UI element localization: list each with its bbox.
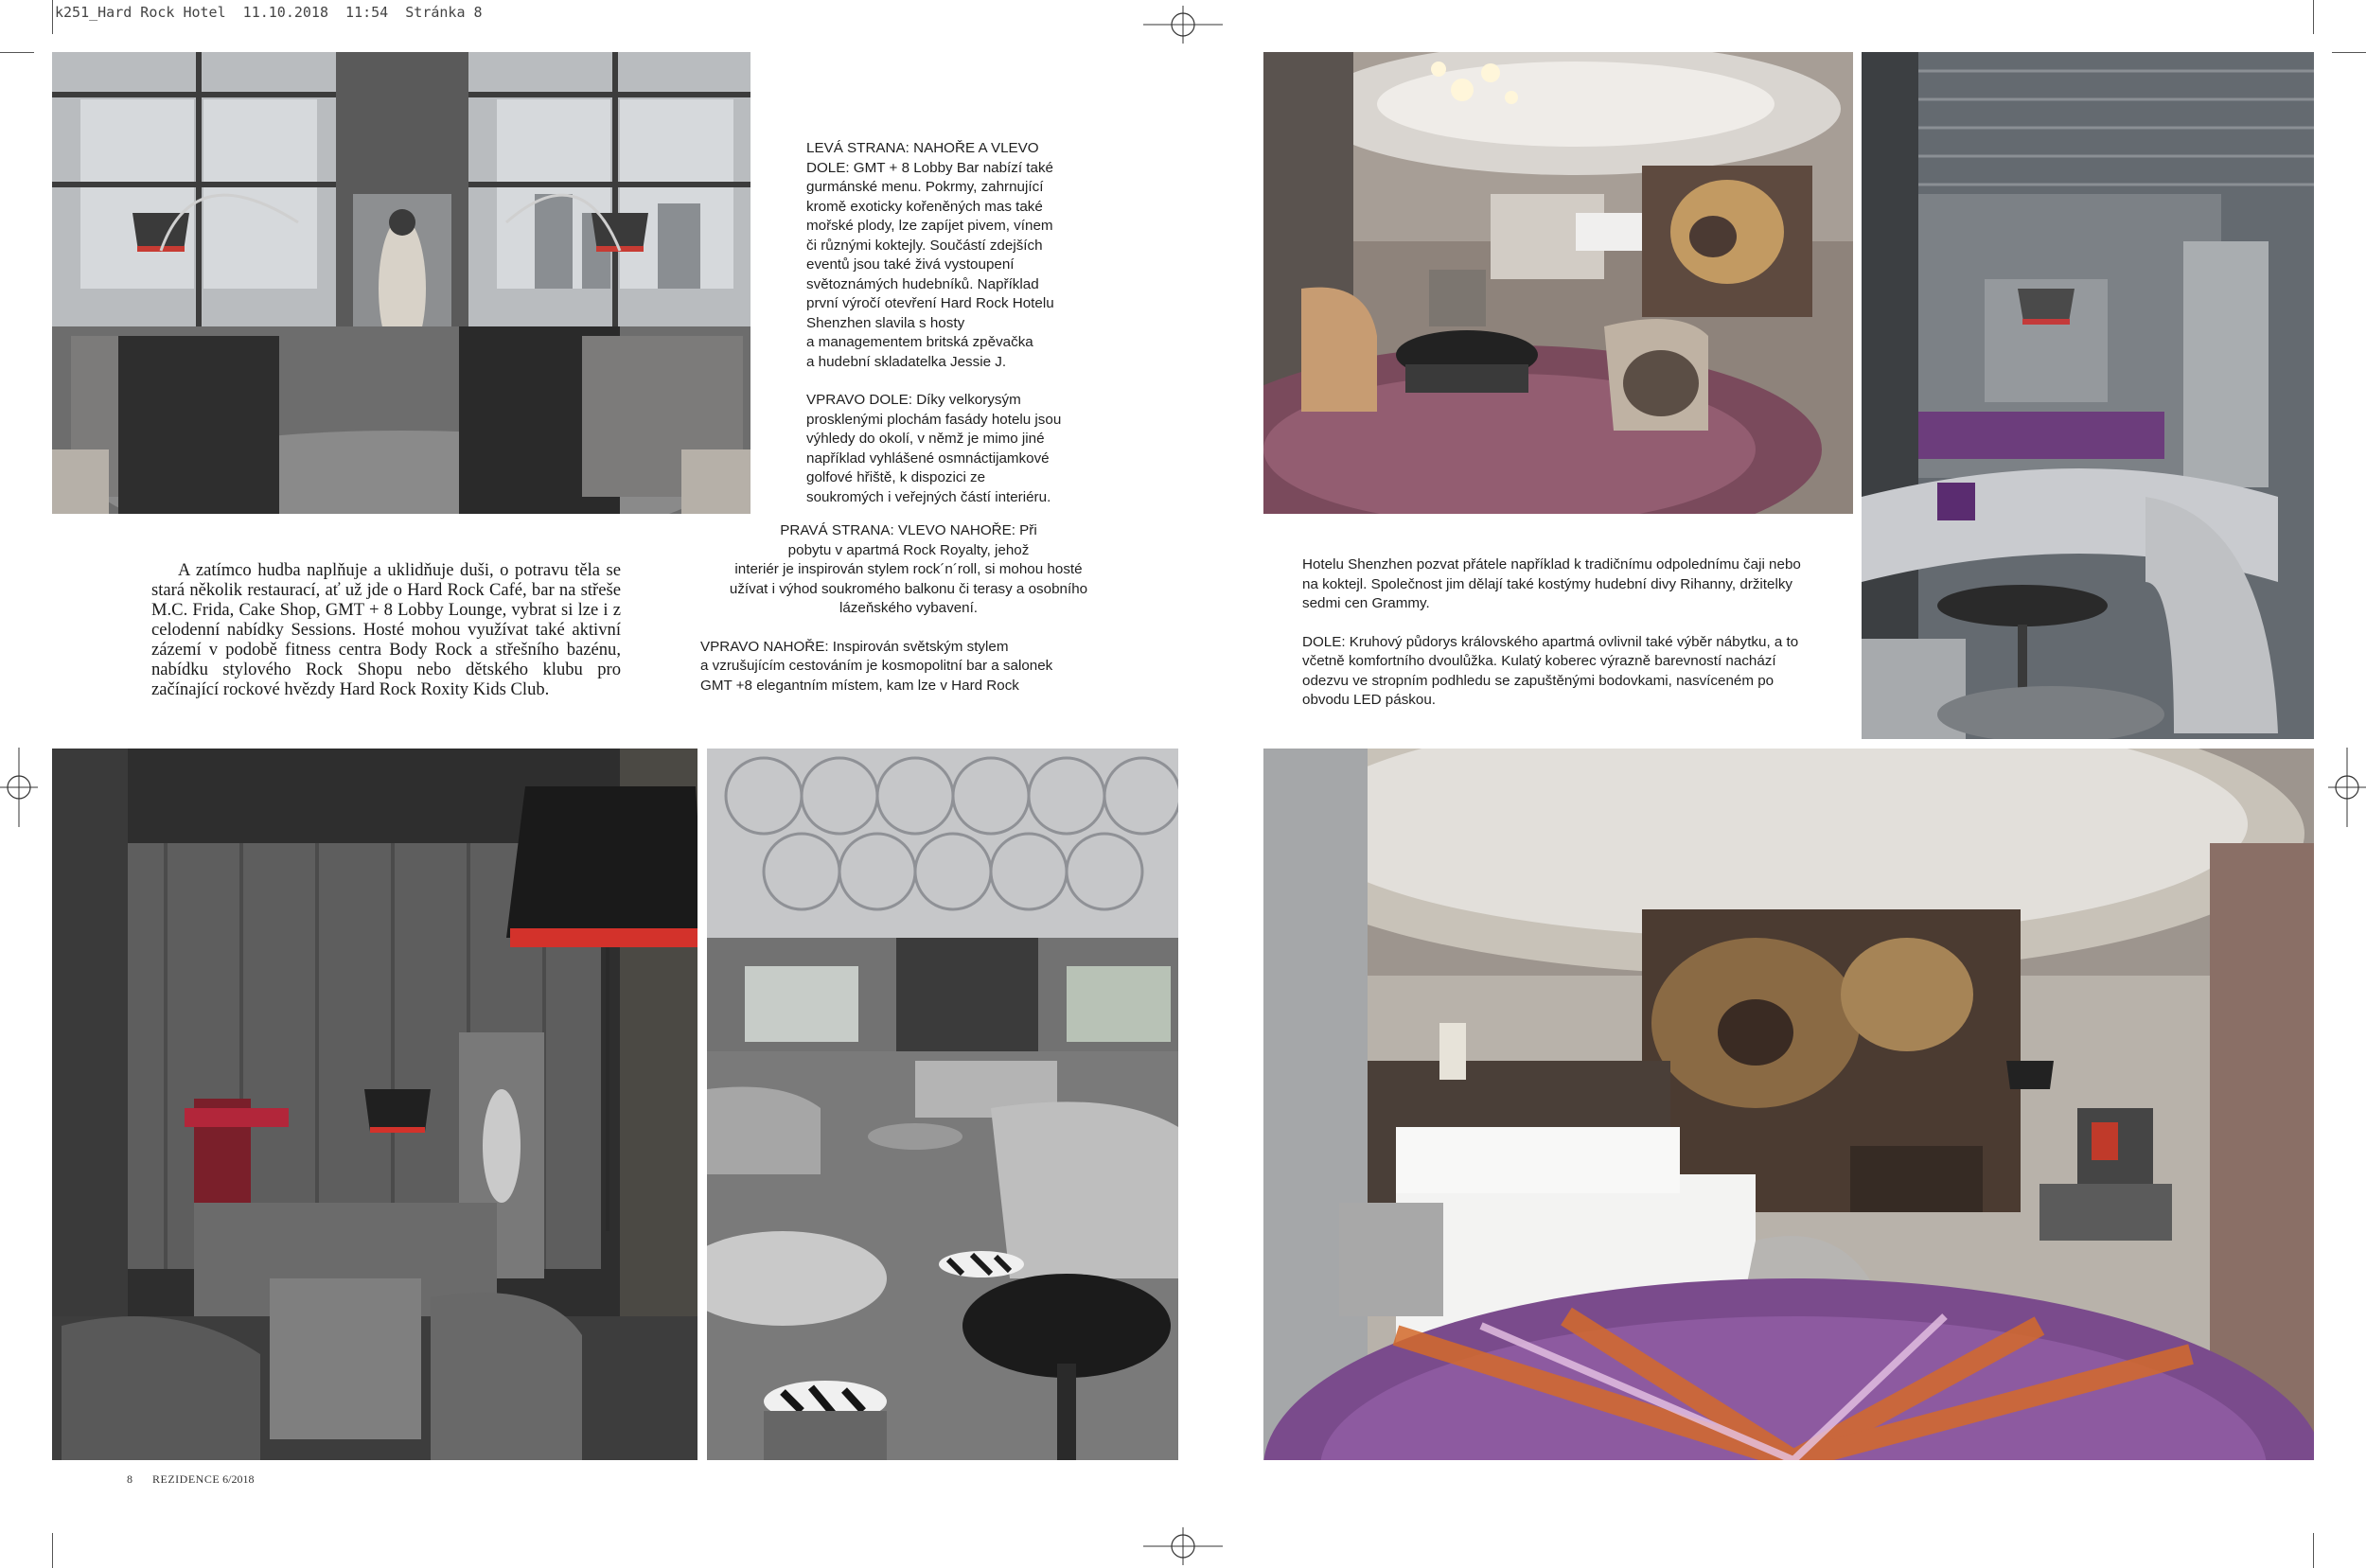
- registration-mark-bottom: [1143, 1527, 1223, 1565]
- body-paragraph: A zatímco hudba naplňuje a uklidňuje duši, o potravu těla se stará několik restaurací, ať už jde o Hard Rock Café, bar na střeše M.C. Frida, Cake Shop, GMT + 8 Lobby Lounge, vybrat si lze i z celodenní nabídky Sessions. Hosté mohou využívat také aktivní zázemí v podobě fitness centra Body Rock a střešního bazénu, nabídku stylového Rock Shopu nebo dětského klubu pro začínající rockové hvězdy Hard Rock Roxity Kids Club.: [151, 560, 621, 699]
- lobby-bar-photo: [52, 52, 750, 514]
- crop-mark: [2313, 0, 2314, 34]
- magazine-name: REZIDENCE: [152, 1472, 221, 1486]
- crop-mark: [2313, 1533, 2314, 1568]
- lounge-banquette-photo: [1862, 52, 2314, 739]
- print-slug-line: k251_Hard Rock Hotel 11.10.2018 11:54 Stránka 8: [55, 4, 483, 21]
- rock-royalty-suite-living-photo: [1263, 52, 1853, 514]
- crop-mark: [52, 1533, 53, 1568]
- bar-lamp-photo: [52, 749, 697, 1460]
- caption-right-continuation: Hotelu Shenzhen pozvat přátele například k tradičnímu odpolednímu čaji nebo na koktejl. Společnost jim dělají také kostýmy hudební divy Rihanny, držitelky sedmi cen Grammy.: [1302, 556, 1801, 611]
- royal-suite-bedroom-photo: [1263, 749, 2314, 1460]
- caption-right-page-top-left: PRAVÁ STRANA: VLEVO NAHOŘE: Při pobytu v apartmá Rock Royalty, jehož interiér je inspirován stylem rock´n´roll, si mohou hosté užívat i výhod soukromého balkonu či terasy a osobního lázeňského vybavení.: [729, 522, 1088, 616]
- registration-mark-right: [2328, 748, 2366, 827]
- crop-mark: [52, 0, 53, 34]
- registration-mark-left: [0, 748, 38, 827]
- page-number: 8: [127, 1472, 132, 1486]
- captions-left-column-wide: [700, 521, 1117, 714]
- crop-mark: [2332, 52, 2366, 53]
- caption-left-right-bottom: VPRAVO DOLE: Díky velkorysým prosklenými plochám fasády hotelu jsou výhledy do okolí, v němž je mimo jiné například vyhlášené osmnáctijamkové golfové hřiště, k dispozici ze soukromých i veřejných částí interiéru.: [806, 392, 1062, 505]
- captions-left-column: [806, 139, 1109, 526]
- issue-number: 6/2018: [222, 1472, 255, 1486]
- crop-mark: [0, 52, 34, 53]
- caption-right-page-top-right: VPRAVO NAHOŘE: Inspirován světským stylem a vzrušujícím cestováním je kosmopolitní bar a salonek GMT +8 elegantním místem, kam lze v Hard Rock: [700, 638, 1053, 694]
- registration-mark-top: [1143, 6, 1223, 44]
- lounge-zebra-stools-photo: [707, 749, 1178, 1460]
- page-folio: [127, 1472, 255, 1487]
- caption-left-top: LEVÁ STRANA: NAHOŘE A VLEVO DOLE: GMT + 8 Lobby Bar nabízí také gurmánské menu. Pokrmy, zahrnující kromě exoticky kořeněných mas také mořské plody, lze zapíjet pivem, vínem či různými koktejly. Součástí zdejších eventů jsou také živá vystoupení světoznámých hudebníků. Například první výročí otevření Hard Rock Hotelu Shenzhen slavila s hosty a managementem britská zpěvačka a hudební skladatelka Jessie J.: [806, 140, 1054, 370]
- caption-right-bottom: DOLE: Kruhový půdorys královského apartmá ovlivnil také výběr nábytku, a to včetně komfortního dvoulůžka. Kulatý koberec výrazně barevností nachází odezvu ve stropním podhledu se zapuštěnými bodovkami, nasvíceném po obvodu LED páskou.: [1302, 633, 1799, 708]
- captions-right-column: [1302, 555, 1813, 730]
